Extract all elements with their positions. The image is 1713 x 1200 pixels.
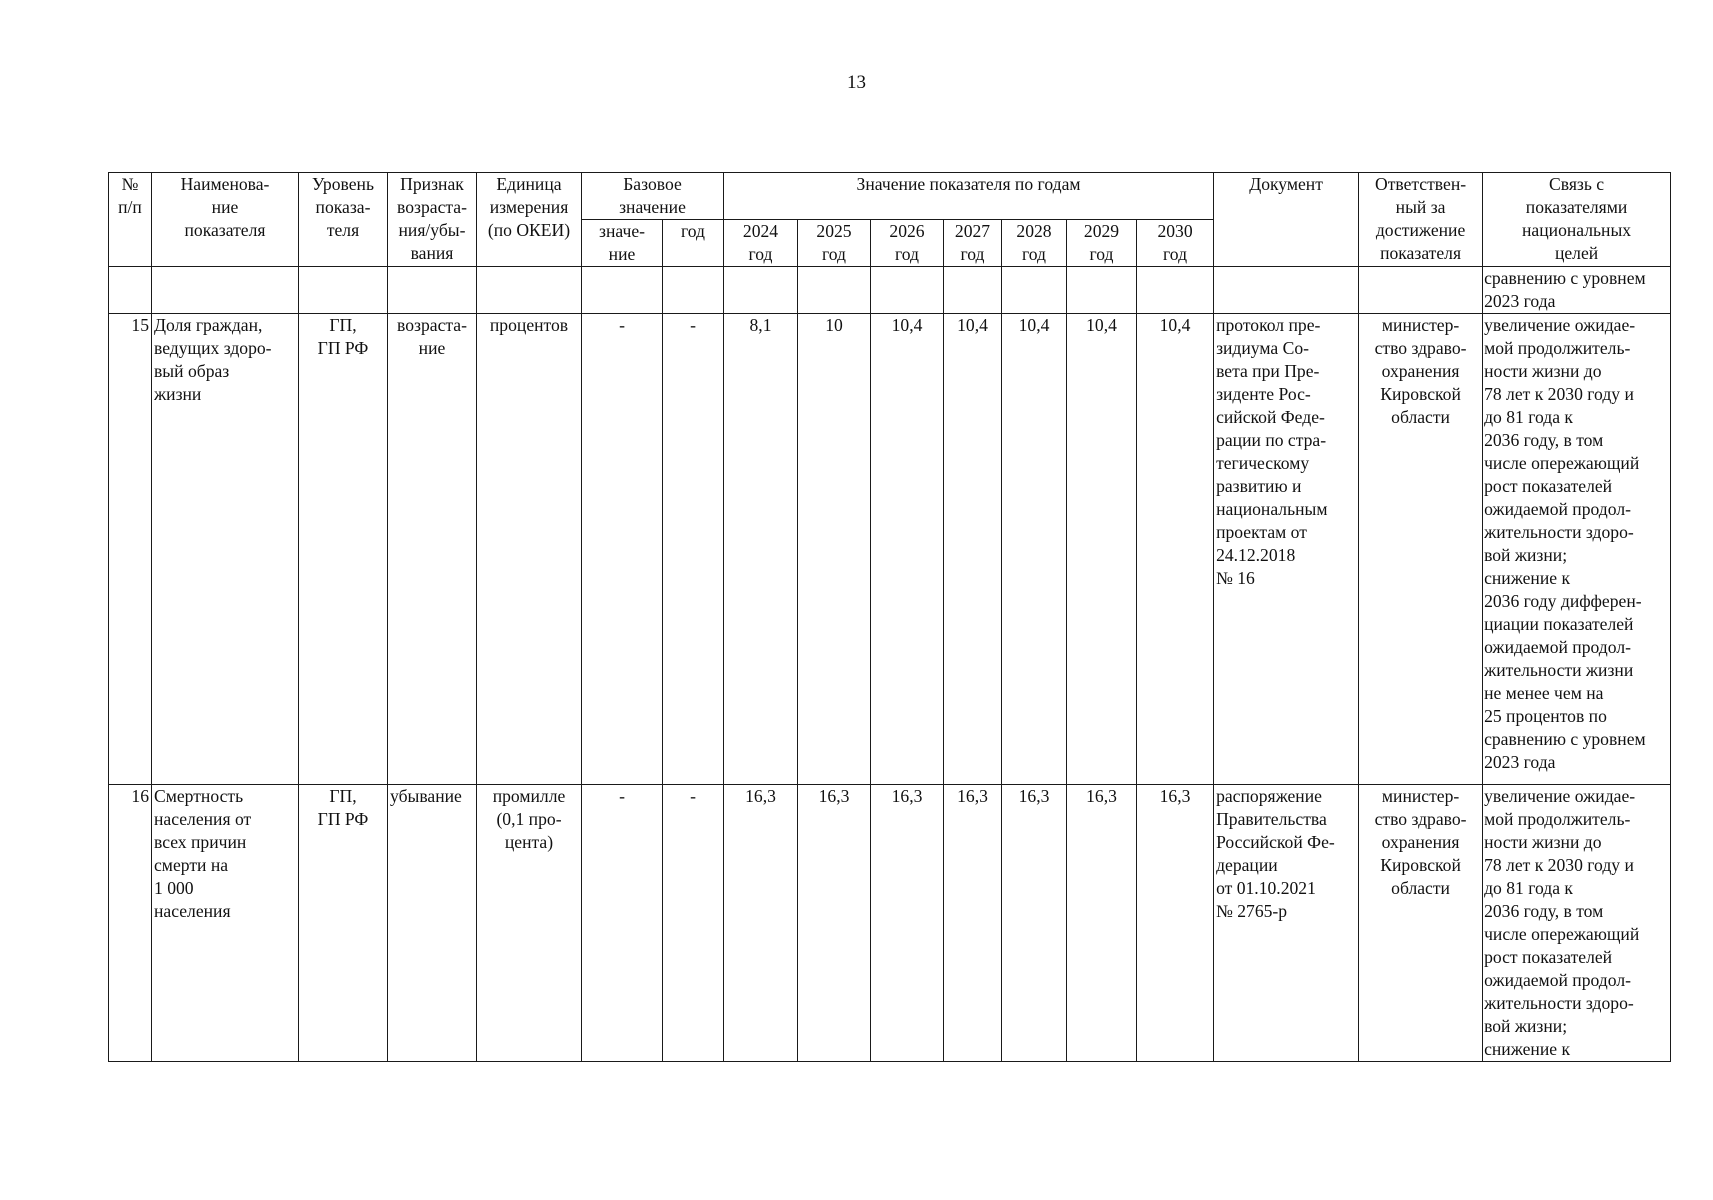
header-unit: Единица измерения (по ОКЕИ) xyxy=(477,173,582,267)
indicators-table xyxy=(108,172,1671,1062)
header-years-group: Значение показателя по годам xyxy=(724,173,1214,220)
header-level: Уровень показа- теля xyxy=(299,173,388,267)
year-value: 10 xyxy=(798,314,871,785)
header-base-value: значе- ние xyxy=(582,220,663,267)
year-value: 10,4 xyxy=(1002,314,1067,785)
table-row xyxy=(109,314,1671,785)
base-value: - xyxy=(582,785,663,1062)
year-value: 8,1 xyxy=(724,314,798,785)
header-sign: Признак возраста- ния/убы- вания xyxy=(388,173,477,267)
indicator-unit: процентов xyxy=(477,314,582,785)
responsible: министер- ство здраво- охранения Кировской области xyxy=(1359,314,1483,785)
year-value: 10,4 xyxy=(1137,314,1214,785)
year-value: 10,4 xyxy=(944,314,1002,785)
header-year: 2030 год xyxy=(1137,220,1214,267)
header-link: Связь с показателями национальных целей xyxy=(1483,173,1671,267)
national-goal-link: увеличение ожидае- мой продолжитель- ности жизни до 78 лет к 2030 году и до 81 года к 2036 году, в том числе опережающий рост показателей ожидаемой продол- жительности здоро- вой жизни; снижение к 2036 году дифферен- циации показателей ожидаемой продол- жительности жизни не менее чем на 25 процентов по сравнению с уровнем 2023 года xyxy=(1483,314,1671,785)
year-value: 10,4 xyxy=(1067,314,1137,785)
header-year: 2027 год xyxy=(944,220,1002,267)
header-year: 2028 год xyxy=(1002,220,1067,267)
header-year: 2025 год xyxy=(798,220,871,267)
year-value: 16,3 xyxy=(944,785,1002,1062)
indicator-level: ГП, ГП РФ xyxy=(299,785,388,1062)
continuation-text: сравнению с уровнем 2023 года xyxy=(1483,267,1671,314)
header-base: Базовое значение xyxy=(582,173,724,220)
year-value: 16,3 xyxy=(724,785,798,1062)
base-year: - xyxy=(663,785,724,1062)
row-number: 16 xyxy=(109,785,152,1062)
year-value: 16,3 xyxy=(871,785,944,1062)
header-name: Наименова- ние показателя xyxy=(152,173,299,267)
indicator-name: Смертность населения от всех причин смерти на 1 000 населения xyxy=(152,785,299,1062)
header-year: 2026 год xyxy=(871,220,944,267)
header-document: Документ xyxy=(1214,173,1359,267)
national-goal-link: увеличение ожидае- мой продолжитель- ности жизни до 78 лет к 2030 году и до 81 года к 2036 году, в том числе опережающий рост показателей ожидаемой продол- жительности здоро- вой жизни; снижение к xyxy=(1483,785,1671,1062)
header-number: № п/п xyxy=(109,173,152,267)
header-year: 2024 год xyxy=(724,220,798,267)
table-row xyxy=(109,785,1671,1062)
indicator-sign: убывание xyxy=(388,785,477,1062)
document-ref: распоряжение Правительства Российской Фе- дерации от 01.10.2021 № 2765-р xyxy=(1214,785,1359,1062)
indicator-level: ГП, ГП РФ xyxy=(299,314,388,785)
header-responsible: Ответствен- ный за достижение показателя xyxy=(1359,173,1483,267)
indicator-name: Доля граждан, ведущих здоро- вый образ жизни xyxy=(152,314,299,785)
row-number: 15 xyxy=(109,314,152,785)
continuation-row xyxy=(109,267,1671,314)
base-year: - xyxy=(663,314,724,785)
responsible: министер- ство здраво- охранения Кировской области xyxy=(1359,785,1483,1062)
year-value: 16,3 xyxy=(1137,785,1214,1062)
base-value: - xyxy=(582,314,663,785)
document-ref: протокол пре- зидиума Со- вета при Пре- зиденте Рос- сийской Феде- рации по стра- тегическому развитию и национальным проектам от 24.12.2018 № 16 xyxy=(1214,314,1359,785)
header-year: 2029 год xyxy=(1067,220,1137,267)
page-number: 13 xyxy=(847,72,866,93)
header-base-year: год xyxy=(663,220,724,267)
indicator-sign: возраста- ние xyxy=(388,314,477,785)
indicator-unit: промилле (0,1 про- цента) xyxy=(477,785,582,1062)
year-value: 16,3 xyxy=(1002,785,1067,1062)
year-value: 10,4 xyxy=(871,314,944,785)
year-value: 16,3 xyxy=(1067,785,1137,1062)
year-value: 16,3 xyxy=(798,785,871,1062)
